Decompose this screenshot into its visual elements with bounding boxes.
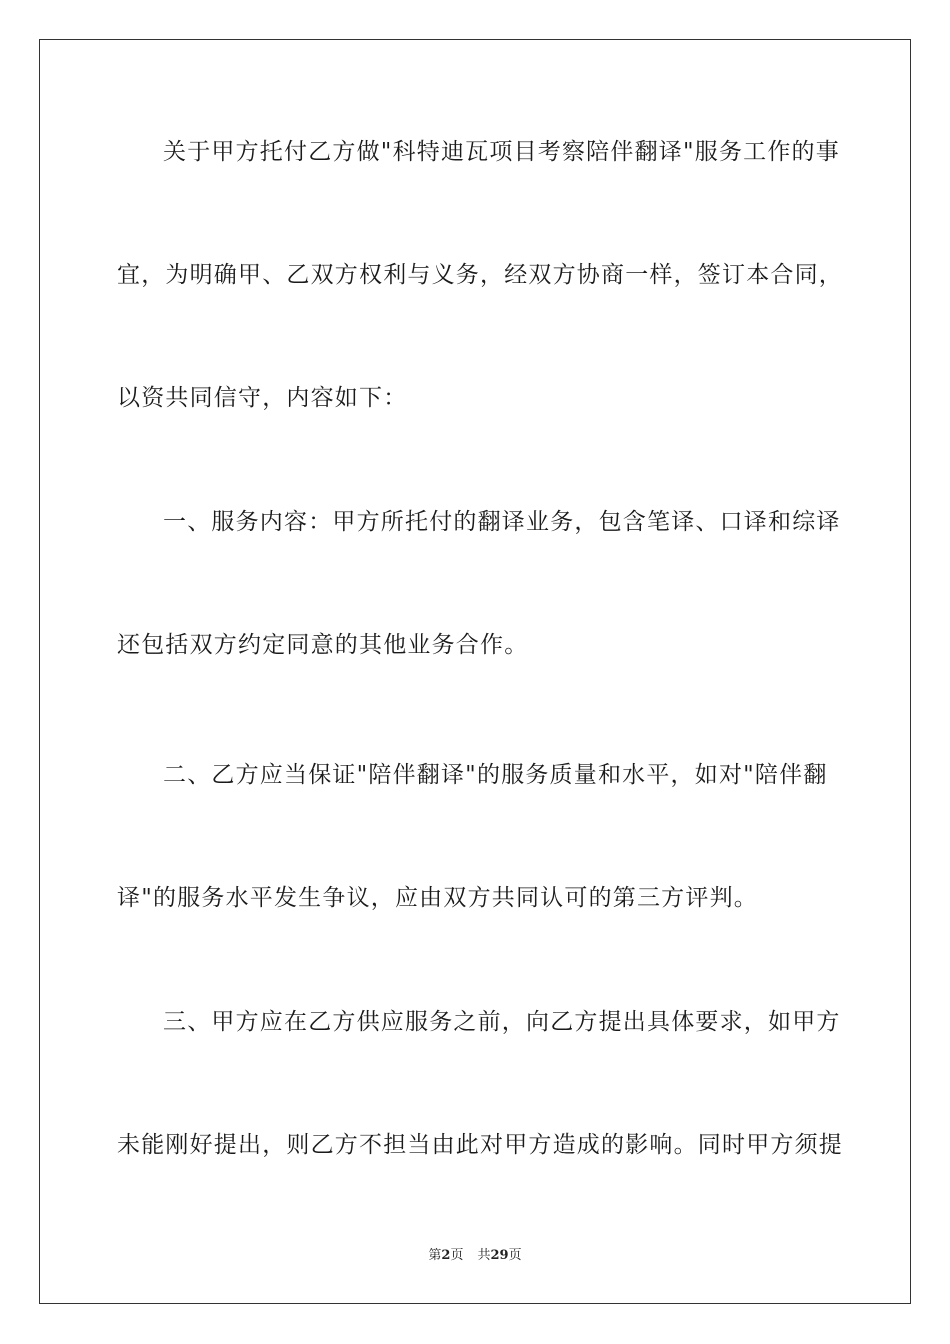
paragraph-line: 二、乙方应当保证"陪伴翻译"的服务质量和水平，如对"陪伴翻 (163, 762, 828, 788)
total-suffix: 页 (508, 1248, 522, 1263)
paragraph-line: 关于甲方托付乙方做"科特迪瓦项目考察陪伴翻译"服务工作的事 (163, 139, 840, 165)
page-frame (39, 39, 911, 1304)
page-prefix: 第 (428, 1248, 442, 1263)
paragraph-line: 还包括双方约定同意的其他业务合作。 (117, 632, 529, 658)
paragraph-line: 一、服务内容：甲方所托付的翻译业务，包含笔译、口译和综译 (163, 509, 841, 535)
page-footer (0, 1247, 950, 1265)
paragraph-line: 以资共同信守，内容如下： (117, 385, 408, 411)
total-prefix: 共 (477, 1248, 491, 1263)
paragraph-line: 译"的服务水平发生争议，应由双方共同认可的第三方评判。 (117, 885, 758, 911)
total-page-count: 29 (490, 1248, 509, 1263)
paragraph-line: 未能刚好提出，则乙方不担当由此对甲方造成的影响。同时甲方须提 (117, 1132, 843, 1158)
paragraph-line: 宜，为明确甲、乙双方权利与义务，经双方协商一样，签订本合同， (117, 262, 843, 288)
current-page-number: 2 (441, 1248, 451, 1263)
page-suffix: 页 (450, 1248, 464, 1263)
paragraph-line: 三、甲方应在乙方供应服务之前，向乙方提出具体要求，如甲方 (163, 1009, 841, 1035)
